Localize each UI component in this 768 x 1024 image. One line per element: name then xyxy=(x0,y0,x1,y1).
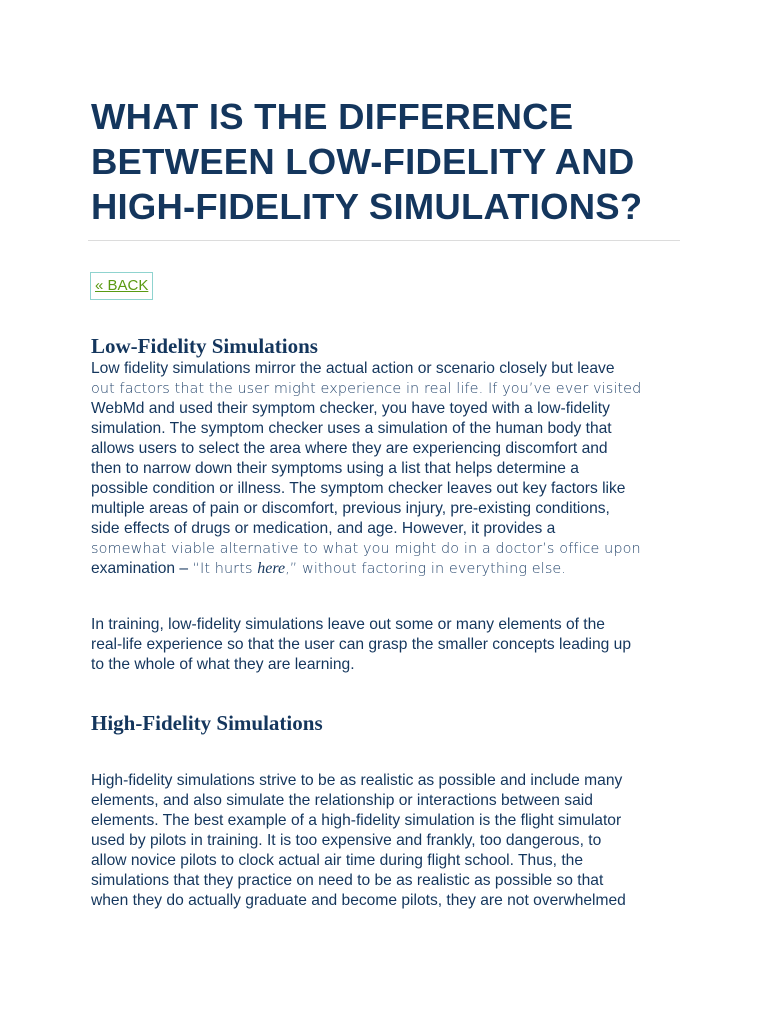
low-fidelity-paragraph xyxy=(91,359,691,579)
paragraph-line: out factors that the user might experience in real life. If you’ve ever visited xyxy=(91,381,642,397)
line-fragment: “It hurts xyxy=(192,561,258,577)
paragraph-line: simulations that they practice on need to be as realistic as possible so that xyxy=(91,872,604,889)
paragraph-line: elements, and also simulate the relationship or interactions between said xyxy=(91,792,593,809)
paragraph-line: side effects of drugs or medication, and age. However, it provides a xyxy=(91,520,556,537)
high-fidelity-heading: High-Fidelity Simulations xyxy=(91,711,323,735)
paragraph-line: elements. The best example of a high-fidelity simulation is the flight simulator xyxy=(91,812,622,829)
paragraph-line: In training, low-fidelity simulations leave out some or many elements of the xyxy=(91,616,605,633)
paragraph-line: WebMd and used their symptom checker, you have toyed with a low-fidelity xyxy=(91,400,610,417)
paragraph-line: multiple areas of pain or discomfort, previous injury, pre-existing conditions, xyxy=(91,500,610,517)
page-title xyxy=(91,94,691,229)
paragraph-line xyxy=(91,559,691,579)
paragraph-line: allow novice pilots to clock actual air time during flight school. Thus, the xyxy=(91,852,584,869)
back-link[interactable]: « BACK xyxy=(90,272,153,300)
title-line: HIGH-FIDELITY SIMULATIONS? xyxy=(91,186,643,227)
paragraph-line: simulation. The symptom checker uses a simulation of the human body that xyxy=(91,420,612,437)
title-divider xyxy=(88,240,680,241)
paragraph-line: possible condition or illness. The symptom checker leaves out key factors like xyxy=(91,480,626,497)
training-paragraph xyxy=(91,615,691,675)
high-fidelity-paragraph xyxy=(91,771,691,911)
paragraph-line: used by pilots in training. It is too expensive and frankly, too dangerous, to xyxy=(91,832,602,849)
paragraph-line: when they do actually graduate and become pilots, they are not overwhelmed xyxy=(91,892,626,909)
title-line: WHAT IS THE DIFFERENCE xyxy=(91,96,574,137)
emphasis-text: here xyxy=(257,560,286,577)
paragraph-line: Low fidelity simulations mirror the actual action or scenario closely but leave xyxy=(91,360,615,377)
paragraph-line: High-fidelity simulations strive to be as realistic as possible and include many xyxy=(91,772,623,789)
paragraph-line: then to narrow down their symptoms using a list that helps determine a xyxy=(91,460,579,477)
paragraph-line: to the whole of what they are learning. xyxy=(91,656,355,673)
paragraph-line: allows users to select the area where they are experiencing discomfort and xyxy=(91,440,608,457)
line-fragment: examination – xyxy=(91,560,193,577)
paragraph-line: real-life experience so that the user can grasp the smaller concepts leading up xyxy=(91,636,632,653)
line-fragment: ,” without factoring in everything else. xyxy=(285,561,567,577)
title-line: BETWEEN LOW-FIDELITY AND xyxy=(91,141,635,182)
low-fidelity-heading: Low-Fidelity Simulations xyxy=(91,334,318,358)
paragraph-line: somewhat viable alternative to what you might do in a doctor’s office upon xyxy=(91,541,641,557)
